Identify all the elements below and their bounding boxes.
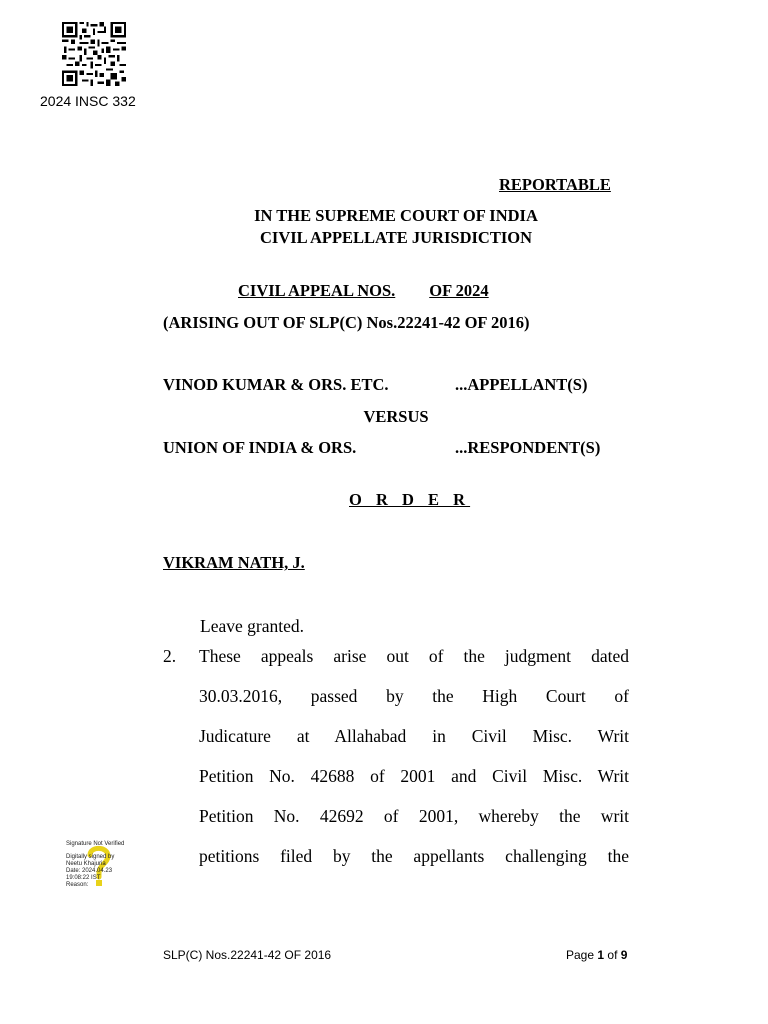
page-of: of	[607, 948, 618, 962]
judge-name: VIKRAM NATH, J.	[163, 553, 305, 572]
page-indicator	[566, 948, 627, 962]
qr-code	[62, 22, 126, 86]
paragraph-line-text: Judicature at Allahabad in Civil Misc. Writ	[199, 726, 629, 746]
court-name: IN THE SUPREME COURT OF INDIA	[254, 206, 538, 225]
signature-line: 19:08:22 IST	[66, 875, 101, 881]
page-current: 1	[597, 948, 605, 962]
paragraph-line	[199, 846, 629, 867]
paragraph-line-text: 30.03.2016, passed by the High Court of	[199, 686, 629, 706]
arising-out-of: (ARISING OUT OF SLP(C) Nos.22241-42 OF 2016)	[163, 313, 530, 332]
leave-granted: Leave granted.	[200, 616, 304, 636]
appeal-suffix: OF 2024	[429, 281, 489, 300]
page-total: 9	[620, 948, 628, 962]
paragraph-number: 2.	[163, 646, 177, 666]
paragraph-line	[199, 806, 629, 827]
footer-case-ref: SLP(C) Nos.22241-42 OF 2016	[163, 948, 332, 962]
paragraph-line	[199, 646, 629, 667]
paragraph-line	[199, 726, 629, 747]
appellant-role: ...APPELLANT(S)	[455, 375, 588, 394]
respondent-name: UNION OF INDIA & ORS.	[163, 438, 357, 457]
jurisdiction: CIVIL APPELLATE JURISDICTION	[259, 228, 532, 247]
appellant-name: VINOD KUMAR & ORS. ETC.	[163, 375, 389, 394]
signature-line: Digitally signed by	[66, 854, 115, 860]
digital-signature-stamp[interactable]	[66, 841, 136, 887]
paragraph-line-text: Petition No. 42692 of 2001, whereby the writ	[199, 806, 629, 826]
signature-line: Neetu Khajuria	[66, 861, 106, 867]
paragraph-line-text: These appeals arise out of the judgment dated	[199, 646, 629, 666]
paragraph-line-text: Petition No. 42688 of 2001 and Civil Misc. Writ	[199, 766, 629, 786]
paragraph-line	[199, 686, 629, 707]
versus-label: VERSUS	[363, 407, 429, 426]
respondent-role: ...RESPONDENT(S)	[455, 438, 601, 457]
signature-line: Date: 2024.04.23	[66, 868, 113, 874]
signature-line: Reason:	[66, 882, 89, 888]
page-word: Page	[566, 948, 595, 962]
order-heading: O R D E R	[349, 490, 471, 509]
reportable-label: REPORTABLE	[499, 175, 611, 194]
neutral-citation: 2024 INSC 332	[40, 93, 136, 109]
signature-line: Signature Not Verified	[66, 841, 125, 847]
paragraph-line	[199, 766, 629, 787]
appeal-prefix: CIVIL APPEAL NOS.	[238, 281, 396, 300]
paragraph-line-text: petitions filed by the appellants challenging the	[199, 846, 629, 866]
appeal-number	[238, 281, 489, 301]
